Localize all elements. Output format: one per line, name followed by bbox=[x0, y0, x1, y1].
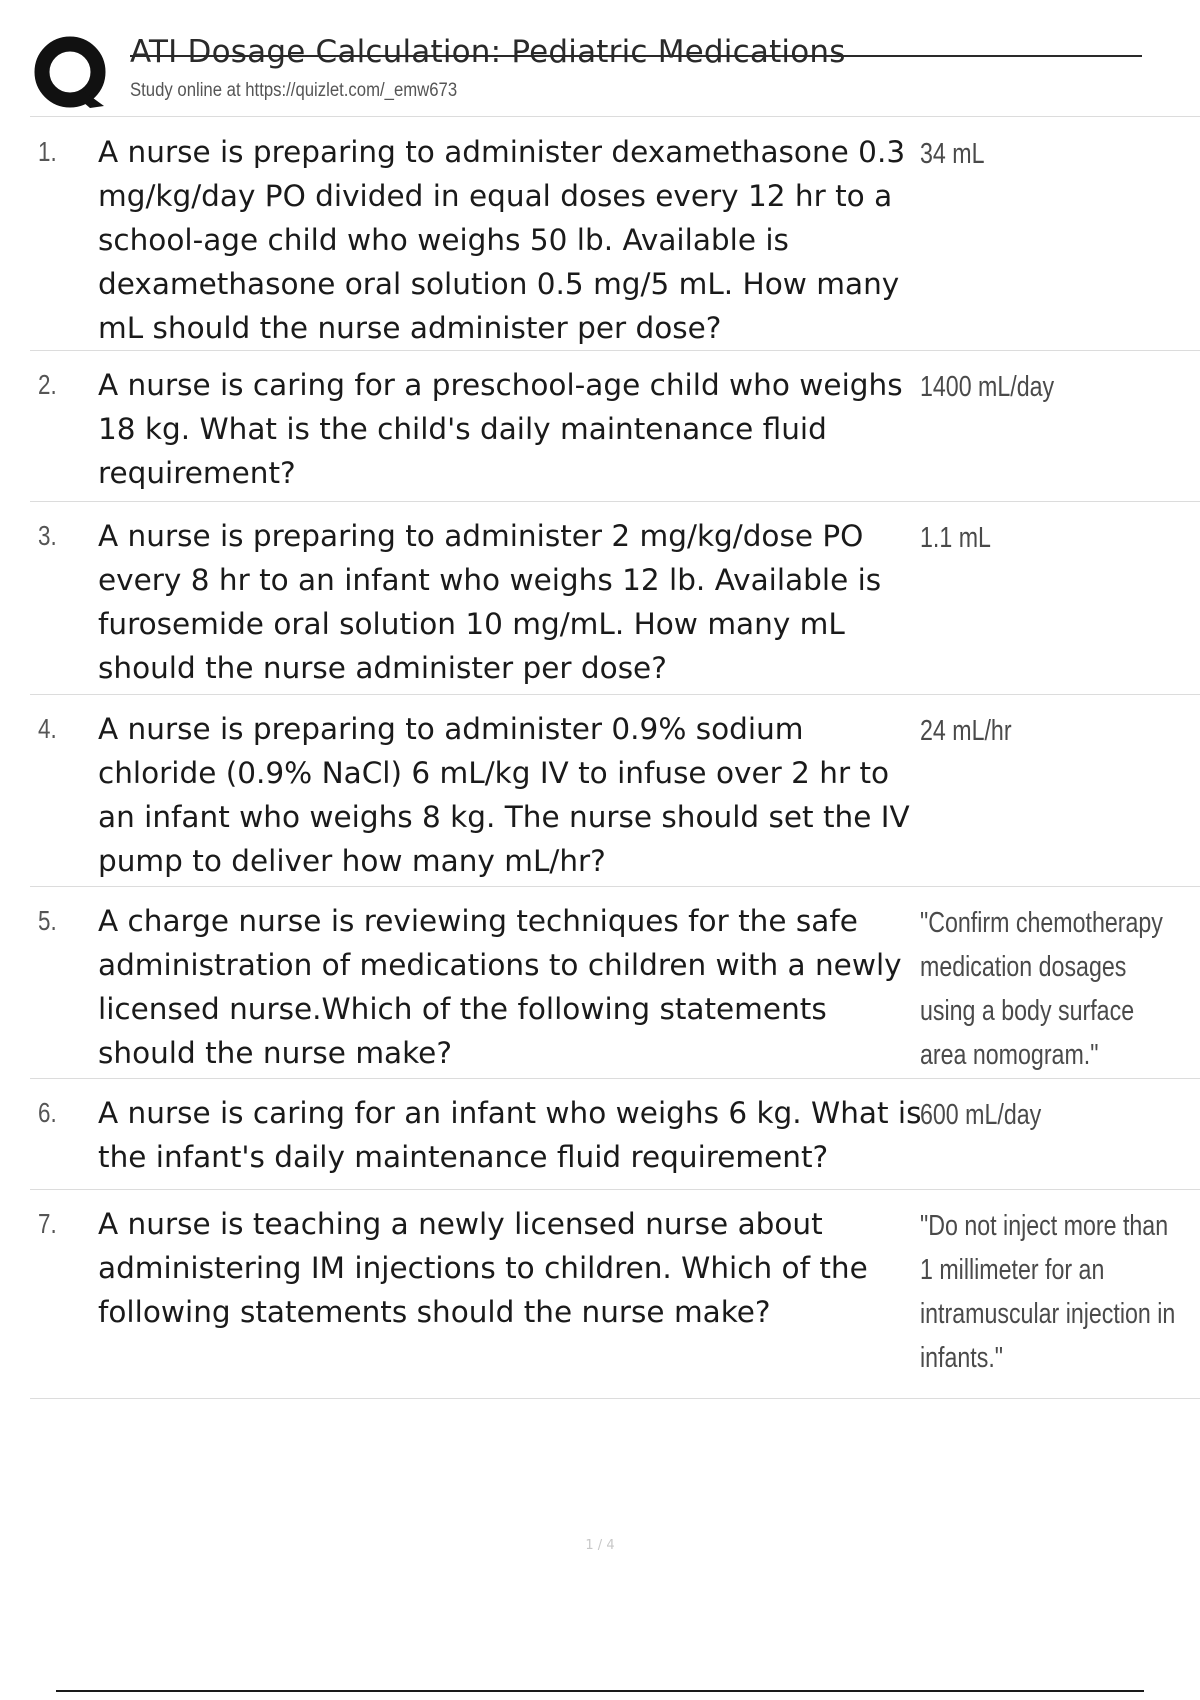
card-question: A nurse is caring for a preschool-age child who weighs 18 kg. What is the child's daily maintenance fluid requirement? bbox=[98, 368, 903, 490]
flashcard-6 bbox=[30, 1079, 1200, 1190]
flashcard-7 bbox=[30, 1190, 1200, 1399]
header-divider bbox=[30, 116, 1200, 117]
card-number: 5. bbox=[38, 905, 57, 936]
card-answer: "Confirm chemotherapy medication dosages using a body surface area nomogram." bbox=[920, 907, 1163, 1071]
card-number: 4. bbox=[38, 713, 57, 744]
page-title: ATI Dosage Calculation: Pediatric Medications bbox=[130, 34, 846, 70]
card-question: A nurse is teaching a newly licensed nurse about administering IM injections to children. Which of the following statements should the nurse make? bbox=[98, 1207, 868, 1329]
card-number: 7. bbox=[38, 1208, 57, 1239]
document-header bbox=[30, 28, 1142, 114]
flashcard-3 bbox=[30, 502, 1200, 695]
card-number: 1. bbox=[38, 136, 57, 167]
card-question: A nurse is preparing to administer 0.9% sodium chloride (0.9% NaCl) 6 mL/kg IV to infuse over 2 hr to an infant who weighs 8 kg. The nurse should set the IV pump to deliver how many mL/hr? bbox=[98, 712, 910, 878]
page-number: 1 / 4 bbox=[585, 1538, 615, 1553]
card-question: A nurse is caring for an infant who weighs 6 kg. What is the infant's daily maintenance fluid requirement? bbox=[98, 1096, 922, 1174]
card-answer: 24 mL/hr bbox=[920, 715, 1012, 747]
card-number: 6. bbox=[38, 1097, 57, 1128]
card-question: A nurse is preparing to administer 2 mg/kg/dose PO every 8 hr to an infant who weighs 12 lb. Available is furosemide oral solution 10 mg/mL. How many mL should the nurse administer per dose? bbox=[98, 519, 882, 685]
title-strike-line bbox=[130, 55, 1142, 57]
footer-divider bbox=[56, 1690, 1144, 1692]
flashcard-2 bbox=[30, 351, 1200, 502]
card-question: A charge nurse is reviewing techniques for the safe administration of medications to children with a newly licensed nurse.Which of the following statements should the nurse make? bbox=[98, 904, 902, 1070]
study-link-text: Study online at https://quizlet.com/_emw673 bbox=[130, 80, 458, 101]
quizlet-logo-icon bbox=[32, 34, 112, 112]
flashcard-list bbox=[30, 118, 1200, 1399]
card-answer: 1400 mL/day bbox=[920, 371, 1055, 403]
flashcard-5 bbox=[30, 887, 1200, 1079]
flashcard-1 bbox=[30, 118, 1200, 351]
card-question: A nurse is preparing to administer dexamethasone 0.3 mg/kg/day PO divided in equal doses every 12 hr to a school-age child who weighs 50 lb. Available is dexamethasone oral solution 0.5 mg/5 mL. How many mL should the nurse administer per dose? bbox=[98, 135, 906, 345]
card-answer: 34 mL bbox=[920, 138, 985, 170]
card-answer: "Do not inject more than 1 millimeter for an intramuscular injection in infants." bbox=[920, 1210, 1176, 1374]
card-answer: 600 mL/day bbox=[920, 1099, 1042, 1131]
card-number: 2. bbox=[38, 369, 57, 400]
card-answer: 1.1 mL bbox=[920, 522, 991, 554]
card-number: 3. bbox=[38, 520, 57, 551]
flashcard-4 bbox=[30, 695, 1200, 887]
